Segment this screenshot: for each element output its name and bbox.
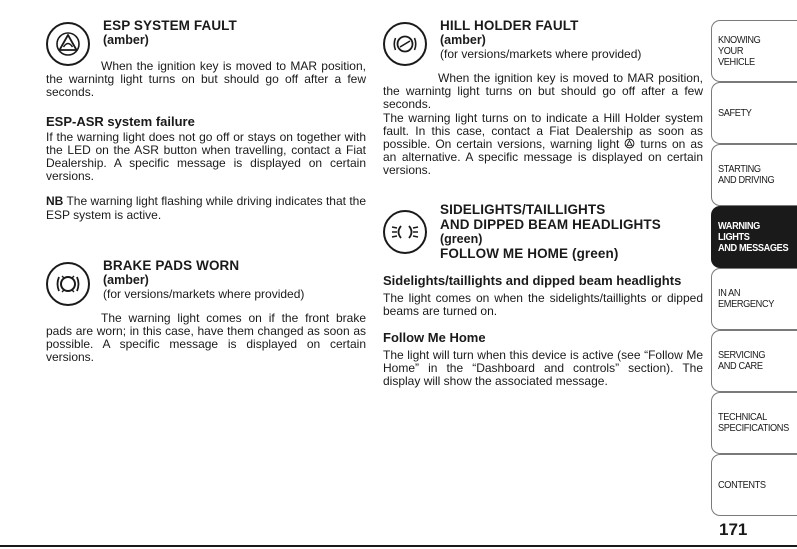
tab-warning-lights-and-messages[interactable]: [711, 206, 797, 268]
hill-holder-title: HILL HOLDER FAULT: [440, 18, 579, 33]
tab-label: KNOWING YOUR VEHICLE: [718, 34, 761, 68]
follow-me-home-title: [440, 246, 703, 261]
sidelights-title-2: AND DIPPED BEAM HEADLIGHTS: [440, 216, 661, 232]
sidelights-subheading: Sidelights/taillights and dipped beam headlights: [383, 272, 682, 288]
esp-fault-color: (amber): [103, 33, 149, 47]
esp-fault-title: ESP SYSTEM FAULT: [103, 18, 237, 33]
tab-label: STARTING AND DRIVING: [718, 164, 775, 186]
esp-fault-text: When the ignition key is moved to MAR position, the warnintg light turns on but should go off after a few seconds.: [46, 59, 366, 100]
page-number: 171: [719, 520, 748, 539]
hill-holder-text-2b: turns on as an alternative. A specific message is displayed on certain versions.: [383, 137, 703, 178]
esp-asr-text: If the warning light does not go off or stays on together with the LED on the ASR button when travelling, contact a Fiat Dealership. A specific message is displayed on certain versions.: [46, 129, 366, 184]
esp-asr-heading: ESP-ASR system failure: [46, 113, 195, 129]
brake-pads-note: (for versions/markets where provided): [103, 286, 305, 301]
tab-label: IN AN EMERGENCY: [718, 288, 774, 310]
brake-pads-text: The warning light comes on if the front brake pads are worn; in this case, have them changed as soon as possible. A specific message is displayed on certain versions.: [46, 310, 366, 365]
tab-starting-and-driving[interactable]: [711, 144, 797, 206]
tab-servicing-and-care[interactable]: [711, 330, 797, 392]
brake-pads-color: (amber): [103, 272, 149, 287]
nb-body: The warning light flashing while driving indicates that the ESP system is active.: [46, 194, 366, 222]
hill-holder-icon: [383, 22, 427, 66]
bottom-divider: [0, 545, 797, 547]
tab-label: TECHNICAL SPECIFICATIONS: [718, 412, 789, 434]
tab-label: SERVICING AND CARE: [718, 350, 766, 372]
esp-nb-text: [46, 195, 366, 221]
sidelights-header: [383, 202, 703, 261]
esp-warning-icon: [46, 22, 90, 66]
sidelights-title-1: SIDELIGHTS/TAILLIGHTS: [440, 201, 606, 217]
nb-label: NB: [46, 194, 64, 209]
left-column: [46, 18, 366, 365]
tab-technical-specifications[interactable]: [711, 392, 797, 454]
chapter-tabs: [711, 20, 797, 515]
hill-holder-text-2a: The warning light turns on to indicate a Hill Holder system fault. In this case, contact a Fiat Dealership as soon as possible. On certain versions, warning light: [383, 110, 703, 152]
middle-column: [383, 18, 703, 389]
tab-in-an-emergency[interactable]: [711, 268, 797, 330]
tab-contents[interactable]: [711, 454, 797, 516]
tab-safety[interactable]: [711, 82, 797, 144]
follow-me-home-text: The light will turn when this device is active (see “Follow Me Home” in the “Dashboard and controls” section). The display will show the associated message.: [383, 348, 703, 389]
hill-holder-note: (for versions/markets where provided): [440, 47, 642, 61]
tab-label: SAFETY: [718, 107, 752, 119]
brake-pads-title: BRAKE PADS WORN: [103, 257, 240, 273]
follow-me-home-subheading: Follow Me Home: [383, 330, 486, 346]
tab-label: CONTENTS: [718, 479, 766, 491]
brake-pads-icon: [46, 262, 90, 306]
hill-holder-text-1: When the ignition key is moved to MAR position, the warnintg light turns on but should go off after a few seconds.: [383, 71, 703, 112]
tab-knowing-your-vehicle[interactable]: [711, 20, 797, 82]
hill-holder-inline-icon: [624, 138, 635, 149]
follow-me-home-label: FOLLOW ME HOME: [440, 245, 569, 261]
hill-holder-text-2: [383, 112, 703, 178]
hill-holder-header: [383, 18, 703, 66]
tab-label: WARNING LIGHTS AND MESSAGES: [718, 220, 789, 254]
follow-me-home-color: (green): [568, 245, 619, 261]
sidelights-color: (green): [440, 231, 483, 246]
esp-fault-header: [46, 18, 366, 66]
sidelights-icon: [383, 210, 427, 254]
hill-holder-color: (amber): [440, 33, 486, 47]
brake-pads-header: [46, 258, 366, 306]
sidelights-text: The light comes on when the sidelights/taillights or dipped beams are turned on.: [383, 290, 703, 318]
